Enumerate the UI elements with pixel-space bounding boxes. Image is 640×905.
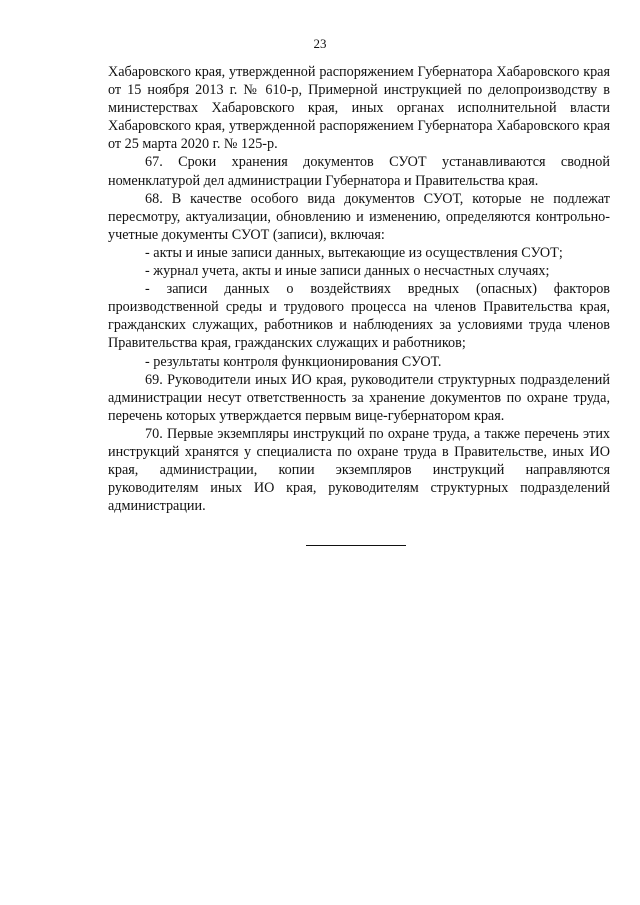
list-item-control-results: - результаты контроля функционирования СУОТ. (145, 353, 442, 370)
paragraph-67: 67. Сроки хранения документов СУОТ устанавливаются сводной номенклатурой дел администрации Губернатора и Правительства края. (108, 154, 610, 189)
page-number: 23 (313, 36, 327, 51)
end-separator-line (306, 545, 406, 546)
list-item-journal: - журнал учета, акты и иные записи данных о несчастных случаях; (145, 263, 550, 280)
list-item-hazard-records: - записи данных о воздействиях вредных (опасных) факторов производственной среды и трудового процесса на членов Правительства края, гражданских служащих, работников и наблюдениях за условиями труда членов Правительства края, гражданских служащих и работников; (108, 281, 610, 352)
paragraph-70: 70. Первые экземпляры инструкций по охране труда, а также перечень этих инструкций хранятся у специалиста по охране труда в Правительстве, иных ИО края, администрации, копии экземпляров инструкций направляются руководителям иных ИО края, руководителям структурных подразделений администрации. (108, 425, 610, 515)
list-item-acts: - акты и иные записи данных, вытекающие из осуществления СУОТ; (145, 244, 563, 261)
paragraph-69: 69. Руководители иных ИО края, руководители структурных подразделений администрации несут ответственность за хранение документов по охране труда, перечень которых утверждается первым вице-губернатором края. (108, 371, 610, 424)
paragraph-68: 68. В качестве особого вида документов СУОТ, которые не подлежат пересмотру, актуализации, обновлению и изменению, определяются контрольно-учетные документы СУОТ (записи), включая: (108, 190, 610, 243)
document-body (108, 63, 610, 515)
paragraph-continuation: Хабаровского края, утвержденной распоряжением Губернатора Хабаровского края от 15 ноября 2013 г. № 610-р, Примерной инструкцией по делопроизводству в министерствах Хабаровского края, иных органах исполнительной власти Хабаровского края, утвержденной распоряжением Губернатора Хабаровского края от 25 марта 2020 г. № 125-р. (108, 64, 610, 153)
